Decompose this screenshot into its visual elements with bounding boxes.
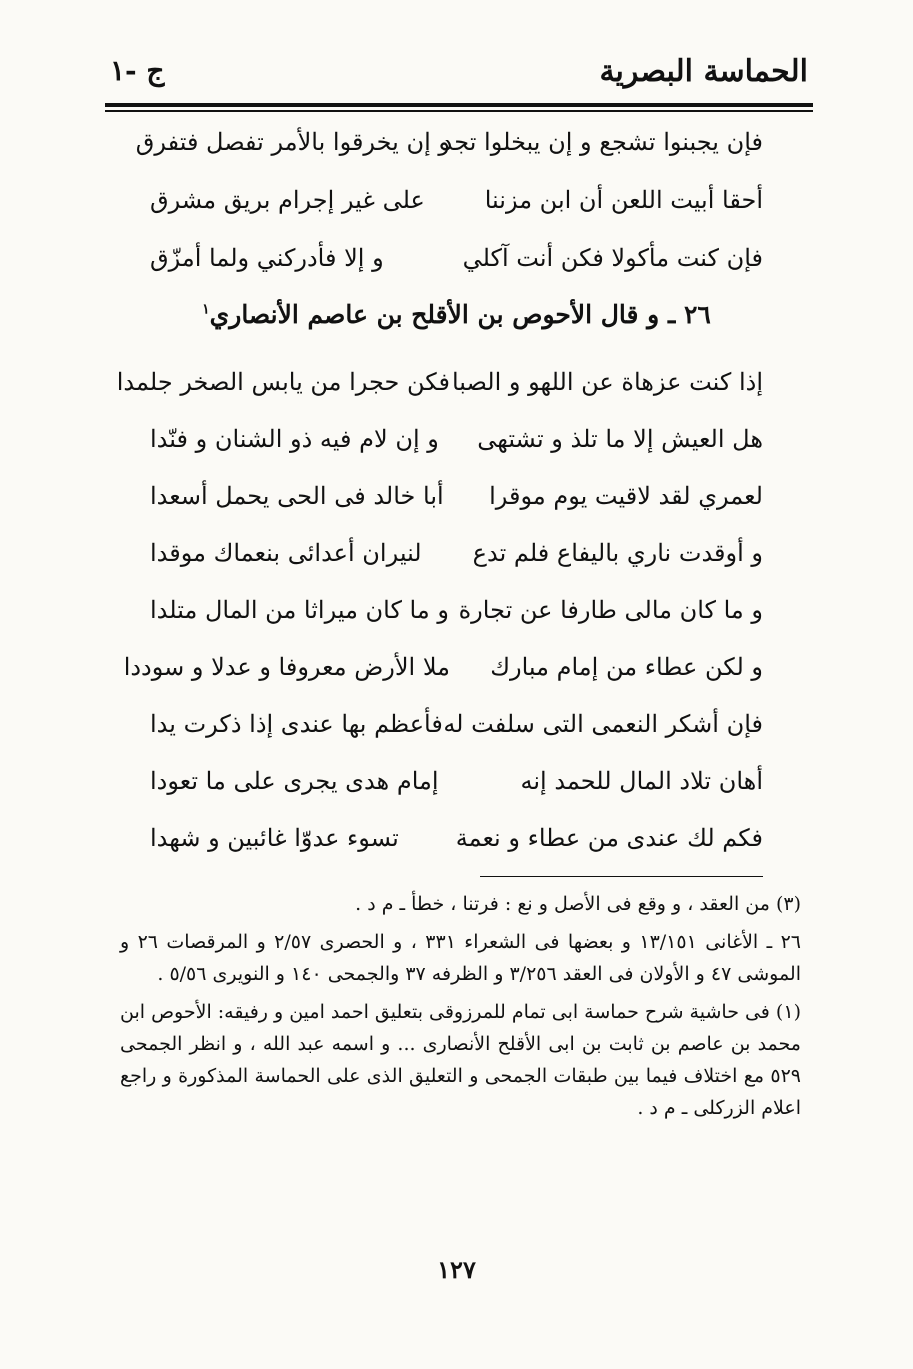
verse-first-hemistich: إذا كنت عزهاة عن اللهو و الصبا: [451, 368, 763, 396]
footnote-rule: [480, 876, 763, 877]
footnotes: [120, 888, 801, 1130]
verse-first-hemistich: فكم لك عندى من عطاء و نعمة: [455, 824, 763, 852]
verse-second-hemistich: فأعظم بها عندى إذا ذكرت يدا: [150, 710, 443, 738]
verse-first-hemistich: فإن كنت مأكولا فكن أنت آكلي: [462, 244, 763, 272]
verse-second-hemistich: و إلا فأدركني ولما أمزّق: [150, 244, 384, 272]
verse-first-hemistich: و ما كان مالى طارفا عن تجارة: [458, 596, 763, 624]
header-rule-thick: [105, 103, 813, 107]
verse-line: [135, 128, 763, 178]
verse-second-hemistich: و ما كان ميراثا من المال متلدا: [150, 596, 449, 624]
verse-second-hemistich: لنيران أعدائى بنعماك موقدا: [150, 539, 422, 567]
verse-first-hemistich: فإن يجبنوا تشجع و إن يبخلوا تجد: [441, 128, 763, 156]
verse-line: [150, 244, 763, 294]
verse-first-hemistich: أحقا أبيت اللعن أن ابن مزننا: [484, 186, 763, 214]
verse-line: [150, 710, 763, 760]
running-title: الحماسة البصرية: [599, 54, 808, 89]
verse-line: [150, 824, 763, 874]
footnote: (٣) من العقد ، و وقع فى الأصل و نع : فرتنا ، خطأ ـ م د .: [355, 893, 801, 915]
footnote: ٢٦ ـ الأغانى ١٣/١٥١ و بعضها فى الشعراء ٣٣١ ، و الحصرى ٢/٥٧ و المرقصات ٢٦ و الموشى ٤٧ و الأولان فى العقد ٣/٢٥٦ و الظرفه ٣٧ والجمحى ١٤٠ و النويرى ٥/٥٦ .: [120, 931, 801, 985]
verse-line: [150, 425, 763, 475]
verse-first-hemistich: فإن أشكر النعمى التى سلفت له: [443, 710, 763, 738]
verse-second-hemistich: و إن يخرقوا بالأمر تفصل فتفرق: [135, 128, 450, 156]
verse-second-hemistich: فكن حجرا من يابس الصخر جلمدا: [116, 368, 450, 396]
verse-line: [150, 186, 763, 236]
verse-line: [150, 482, 763, 532]
verse-second-hemistich: ملا الأرض معروفا و عدلا و سوددا: [123, 653, 450, 681]
page-header: [110, 48, 808, 98]
page-number: ١٢٧: [437, 1255, 476, 1284]
verse-second-hemistich: أبا خالد فى الحى يحمل أسعدا: [150, 482, 444, 510]
part-label: ج -١: [110, 54, 165, 87]
verse-line: [116, 368, 763, 418]
footnote-mark: ١: [202, 301, 210, 318]
verse-first-hemistich: و لكن عطاء من إمام مبارك: [490, 653, 763, 681]
poem-heading: [150, 300, 763, 329]
verse-second-hemistich: إمام هدى يجرى على ما تعودا: [150, 767, 439, 795]
verse-first-hemistich: و أوقدت ناري باليفاع فلم تدع: [472, 539, 763, 567]
verse-second-hemistich: على غير إجرام بريق مشرق: [150, 186, 425, 214]
verse-line: [123, 653, 763, 703]
header-rule-thin: [105, 110, 813, 112]
poem-heading-text: ٢٦ ـ و قال الأحوص بن الأقلح بن عاصم الأنصاري: [209, 300, 711, 329]
verse-second-hemistich: تسوء عدوّا غائبين و شهدا: [150, 824, 399, 852]
footnote: (١) فى حاشية شرح حماسة ابى تمام للمرزوقى بتعليق احمد امين و رفيقه: الأحوص ابن محمد بن عاصم بن ثابت بن ابى الأقلح الأنصارى ... و اسمه عبد الله ، و انظر الجمحى ٥٢٩ مع اختلاف فيما بين طبقات الجمحى و التعليق الذى على الحماسة المذكورة و راجع اعلام الزركلى ـ م د .: [120, 1001, 801, 1119]
verse-line: [150, 596, 763, 646]
verse-line: [150, 767, 763, 817]
verse-first-hemistich: لعمري لقد لاقيت يوم موقرا: [489, 482, 763, 510]
verse-line: [150, 539, 763, 589]
verse-first-hemistich: أهان تلاد المال للحمد إنه: [520, 767, 763, 795]
verse-second-hemistich: و إن لام فيه ذو الشنان و فنّدا: [150, 425, 439, 453]
verse-first-hemistich: هل العيش إلا ما تلذ و تشتهى: [477, 425, 763, 453]
